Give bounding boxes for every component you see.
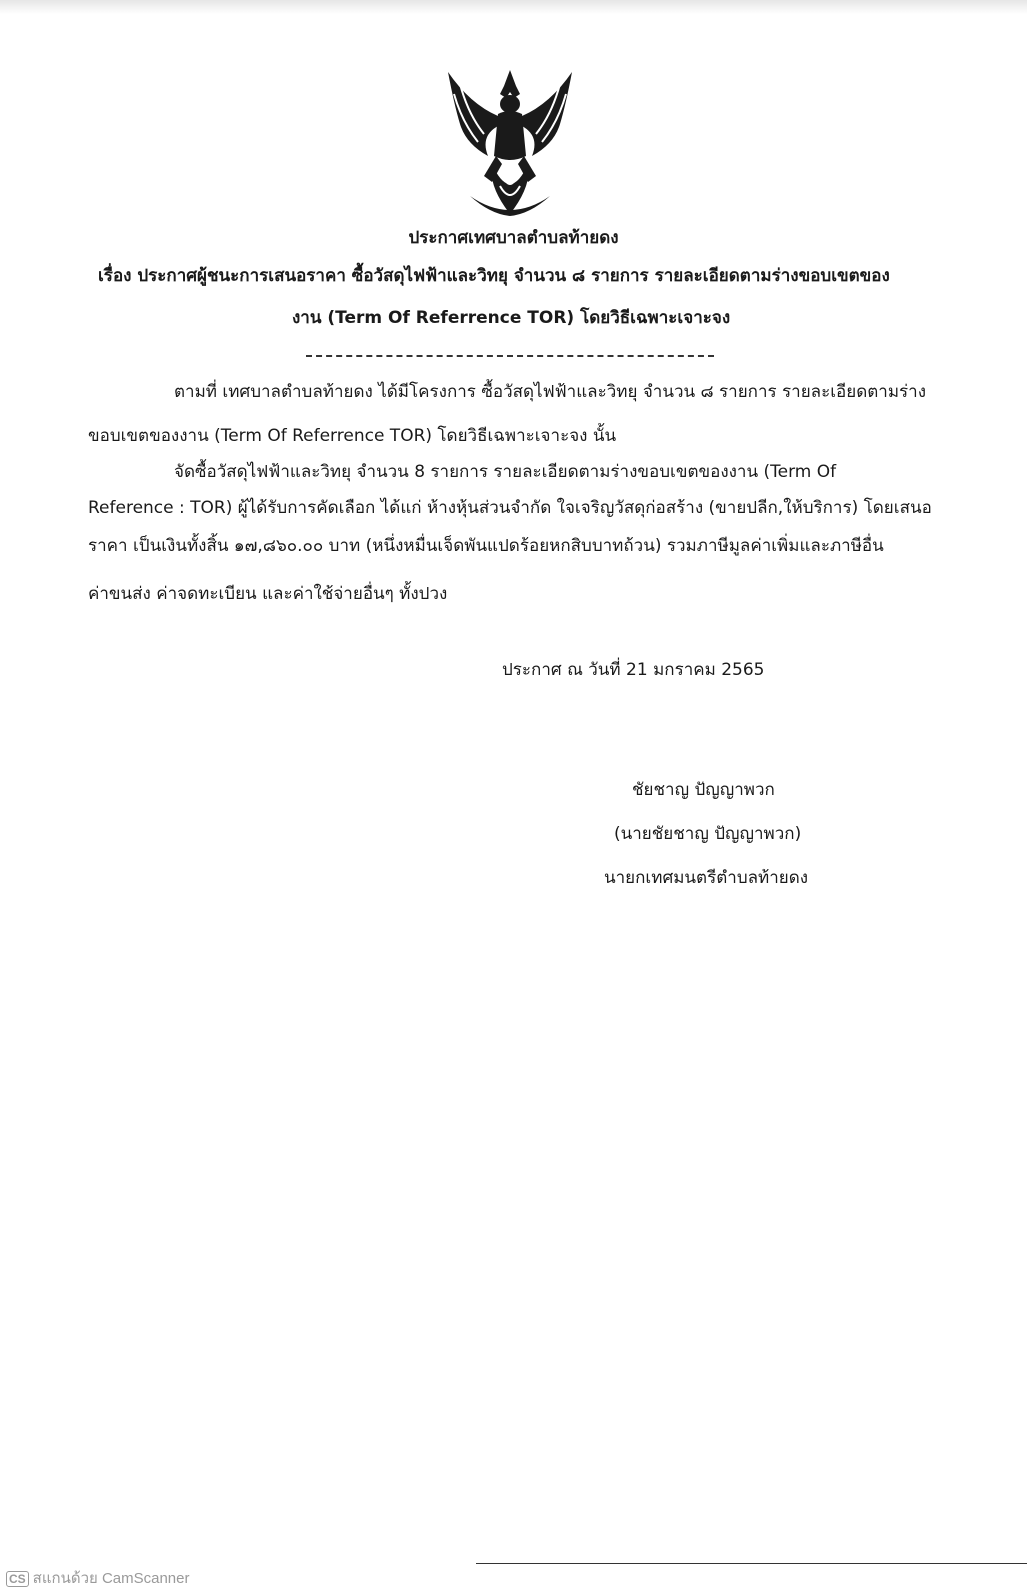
watermark-text: สแกนด้วย CamScanner [32,1570,190,1587]
body-line-5: ราคา เป็นเงินทั้งสิ้น ๑๗,๘๖๐.๐๐ บาท (หนึ่งหมื่นเจ็ดพันแปดร้อยหกสิบบาทถ้วน) รวมภาษีมูลค่าเพิ่มและภาษีอื่น [88,536,884,556]
bottom-edge-line [476,1563,1027,1564]
subject-line-2: งาน (Term Of Referrence TOR) โดยวิธีเฉพาะเจาะจง [292,308,731,328]
divider-line [306,355,714,357]
announce-date: ประกาศ ณ วันที่ 21 มกราคม 2565 [502,660,765,680]
signer-position: นายกเทศมนตรีตำบลท้ายดง [604,868,809,888]
document-title: ประกาศเทศบาลตำบลท้ายดง [408,228,619,248]
camscanner-logo-icon: CS [6,1571,29,1587]
body-line-2: ขอบเขตของงาน (Term Of Referrence TOR) โดยวิธีเฉพาะเจาะจง นั้น [88,426,617,446]
signer-full-name: (นายชัยชาญ ปัญญาพวก) [614,824,802,844]
subject-line-1: เรื่อง ประกาศผู้ชนะการเสนอราคา ซื้อวัสดุไฟฟ้าและวิทยุ จำนวน ๘ รายการ รายละเอียดตามร่างขอบเขตของ [98,266,890,286]
scan-shadow [0,0,1027,14]
signature: ชัยชาญ ปัญญาพวก [632,780,775,800]
body-line-1: ตามที่ เทศบาลตำบลท้ายดง ได้มีโครงการ ซื้อวัสดุไฟฟ้าและวิทยุ จำนวน ๘ รายการ รายละเอียดตามร่าง [174,382,927,402]
body-line-4: Reference : TOR) ผู้ได้รับการคัดเลือก ได้แก่ ห้างหุ้นส่วนจำกัด ใจเจริญวัสดุก่อสร้าง (ขายปลีก,ให้บริการ) โดยเสนอ [88,498,932,518]
body-line-6: ค่าขนส่ง ค่าจดทะเบียน และค่าใช้จ่ายอื่นๆ ทั้งปวง [88,584,448,604]
garuda-emblem-icon [440,64,580,224]
body-line-3: จัดซื้อวัสดุไฟฟ้าและวิทยุ จำนวน 8 รายการ รายละเอียดตามร่างขอบเขตของงาน (Term Of [174,462,837,482]
scanner-watermark [6,1566,190,1590]
